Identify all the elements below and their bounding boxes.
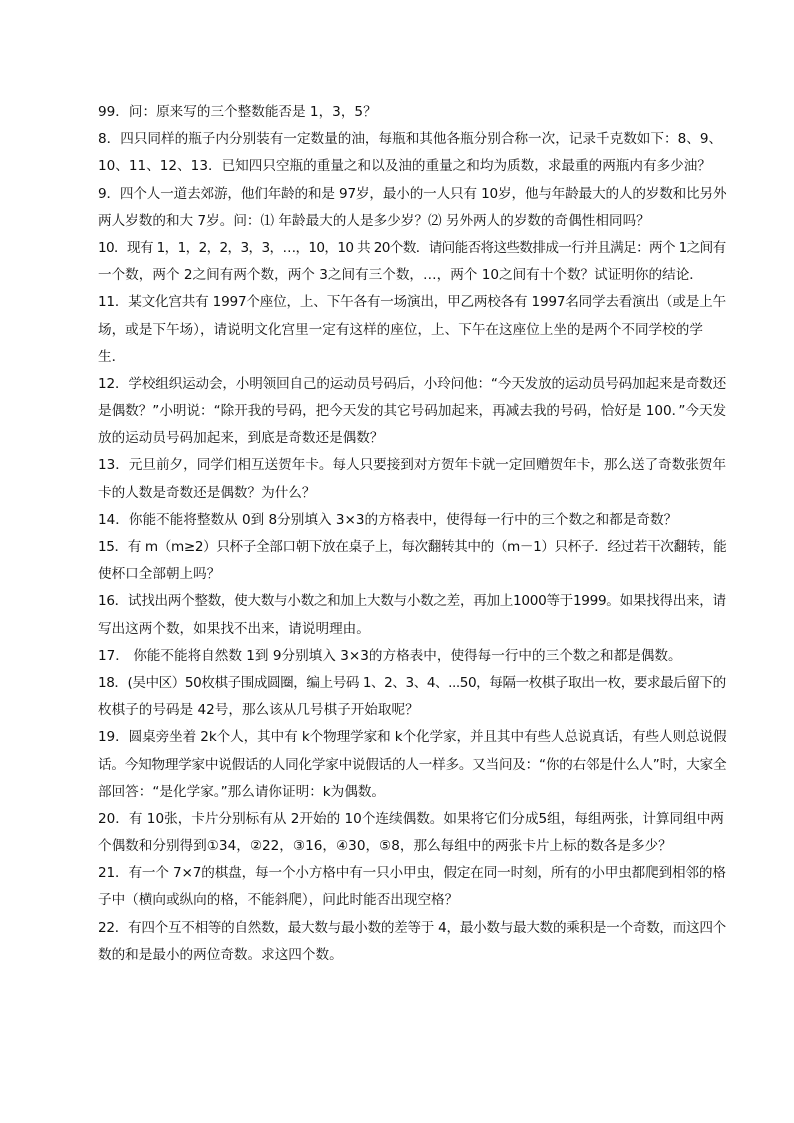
text-line-q10-2: 一个数，两个 2之间有两个数，两个 3之间有三个数，…，两个 10之间有十个数？试证明你的结论．: [98, 267, 703, 284]
text-line-q11-3: 生．: [98, 348, 126, 365]
text-line-q14: 14．你能不能将整数从 0到 8分别填入 3×3的方格表中，使得每一行中的三个数之和都是奇数？: [98, 511, 678, 528]
text-line-q13-2: 卡的人数是奇数还是偶数？为什么？: [98, 484, 316, 501]
text-line-q19-1: 19．圆桌旁坐着 2k个人，其中有 k个物理学家和 k个化学家，并且其中有些人总说真话，有些人则总说假: [98, 729, 727, 746]
text-line-q20-1: 20．有 10张，卡片分别标有从 2开始的 10个连续偶数。如果将它们分成5组，每组两张，计算同组中两: [98, 810, 724, 827]
text-line-q18-2: 枚棋子的号码是 42号，那么该从几号棋子开始取呢？: [98, 702, 419, 719]
text-line-q11-1: 11．某文化宫共有 1997个座位，上、下午各有一场演出，甲乙两校各有 1997名同学去看演出（或是上午: [98, 294, 726, 311]
text-line-q21-1: 21．有一个 7×7的棋盘，每一个小方格中有一只小甲虫，假定在同一时刻，所有的小甲虫都爬到相邻的格: [98, 865, 726, 882]
text-line-q20-2: 个偶数和分别得到①34，②22，③16，④30，⑤8，那么每组中的两张卡片上标的数各是多少？: [98, 838, 672, 855]
text-line-q22-1: 22．有四个互不相等的自然数，最大数与最小数的差等于 4，最小数与最大数的乘积是一个奇数，而这四个: [98, 919, 726, 936]
text-line-q10-1: 10．现有 1，1，2，2，3，3，…，10，10 共 20个数．请问能否将这些数排成一行并且满足：两个 1之间有: [98, 239, 726, 256]
text-line-q16-2: 写出这两个数，如果找不出来，请说明理由。: [98, 620, 370, 637]
text-line-q19-3: 部回答：“是化学家。”那么请你证明：k为偶数。: [98, 783, 386, 800]
text-line-q15-1: 15．有 m（m≥2）只杯子全部口朝下放在桌子上，每次翻转其中的（m－1）只杯子．经过若干次翻转，能: [98, 539, 727, 555]
text-line-q9-2: 两人岁数的和大 7岁。问：⑴ 年龄最大的人是多少岁？⑵ 另外两人的岁数的奇偶性相同吗？: [98, 212, 650, 229]
text-line-q13-1: 13．元旦前夕，同学们相互送贺年卡。每人只要接到对方贺年卡就一定回赠贺年卡，那么送了奇数张贺年: [98, 457, 727, 474]
text-line-q12-2: 是偶数？”小明说：“除开我的号码，把今天发的其它号码加起来，再减去我的号码，恰好是 100．”今天发: [98, 403, 727, 420]
text-line-q8-2: 10、11、12、13．已知四只空瓶的重量之和以及油的重量之和均为质数，求最重的两瓶内有多少油？: [98, 158, 711, 175]
text-line-q18-1: 18．(吴中区）50枚棋子围成圆圈，编上号码 1、2、3、4、...50，每隔一枚棋子取出一枚，要求最后留下的: [98, 674, 726, 691]
text-line-q9-1: 9．四个人一道去郊游，他们年龄的和是 97岁，最小的一人只有 10岁，他与年龄最大的人的岁数和比另外: [98, 185, 727, 202]
text-line-q19-2: 话。今知物理学家中说假话的人同化学家中说假话的人一样多。又当问及：“你的右邻是什么人”时，大家全: [98, 756, 727, 773]
text-line-q17: 17． 你能不能将自然数 1到 9分别填入 3×3的方格表中，使得每一行中的三个数之和都是偶数。: [98, 647, 682, 664]
text-line-q16-1: 16．试找出两个整数，使大数与小数之和加上大数与小数之差，再加上1000等于1999。如果找得出来，请: [98, 593, 726, 610]
text-line-q8-1: 8．四只同样的瓶子内分别装有一定数量的油，每瓶和其他各瓶分别合称一次，记录千克数如下：8、9、: [98, 131, 723, 148]
text-line-q99: 99．问：原来写的三个整数能否是 1，3，5？: [98, 104, 377, 120]
text-line-q11-2: 场，或是下午场），请说明文化宫里一定有这样的座位，上、下午在这座位上坐的是两个不同学校的学: [98, 321, 703, 338]
text-line-q15-2: 使杯口全部朝上吗？: [98, 566, 221, 583]
text-line-q12-1: 12．学校组织运动会，小明领回自己的运动员号码后，小玲问他：“今天发放的运动员号码加起来是奇数还: [98, 375, 727, 392]
text-line-q21-2: 子中（横向或纵向的格，不能斜爬），问此时能否出现空格？: [98, 892, 459, 909]
text-line-q12-3: 放的运动员号码加起来，到底是奇数还是偶数？: [98, 430, 384, 447]
document-page: [98, 99, 726, 969]
text-line-q22-2: 数的和是最小的两位奇数。求这四个数。: [98, 946, 343, 963]
